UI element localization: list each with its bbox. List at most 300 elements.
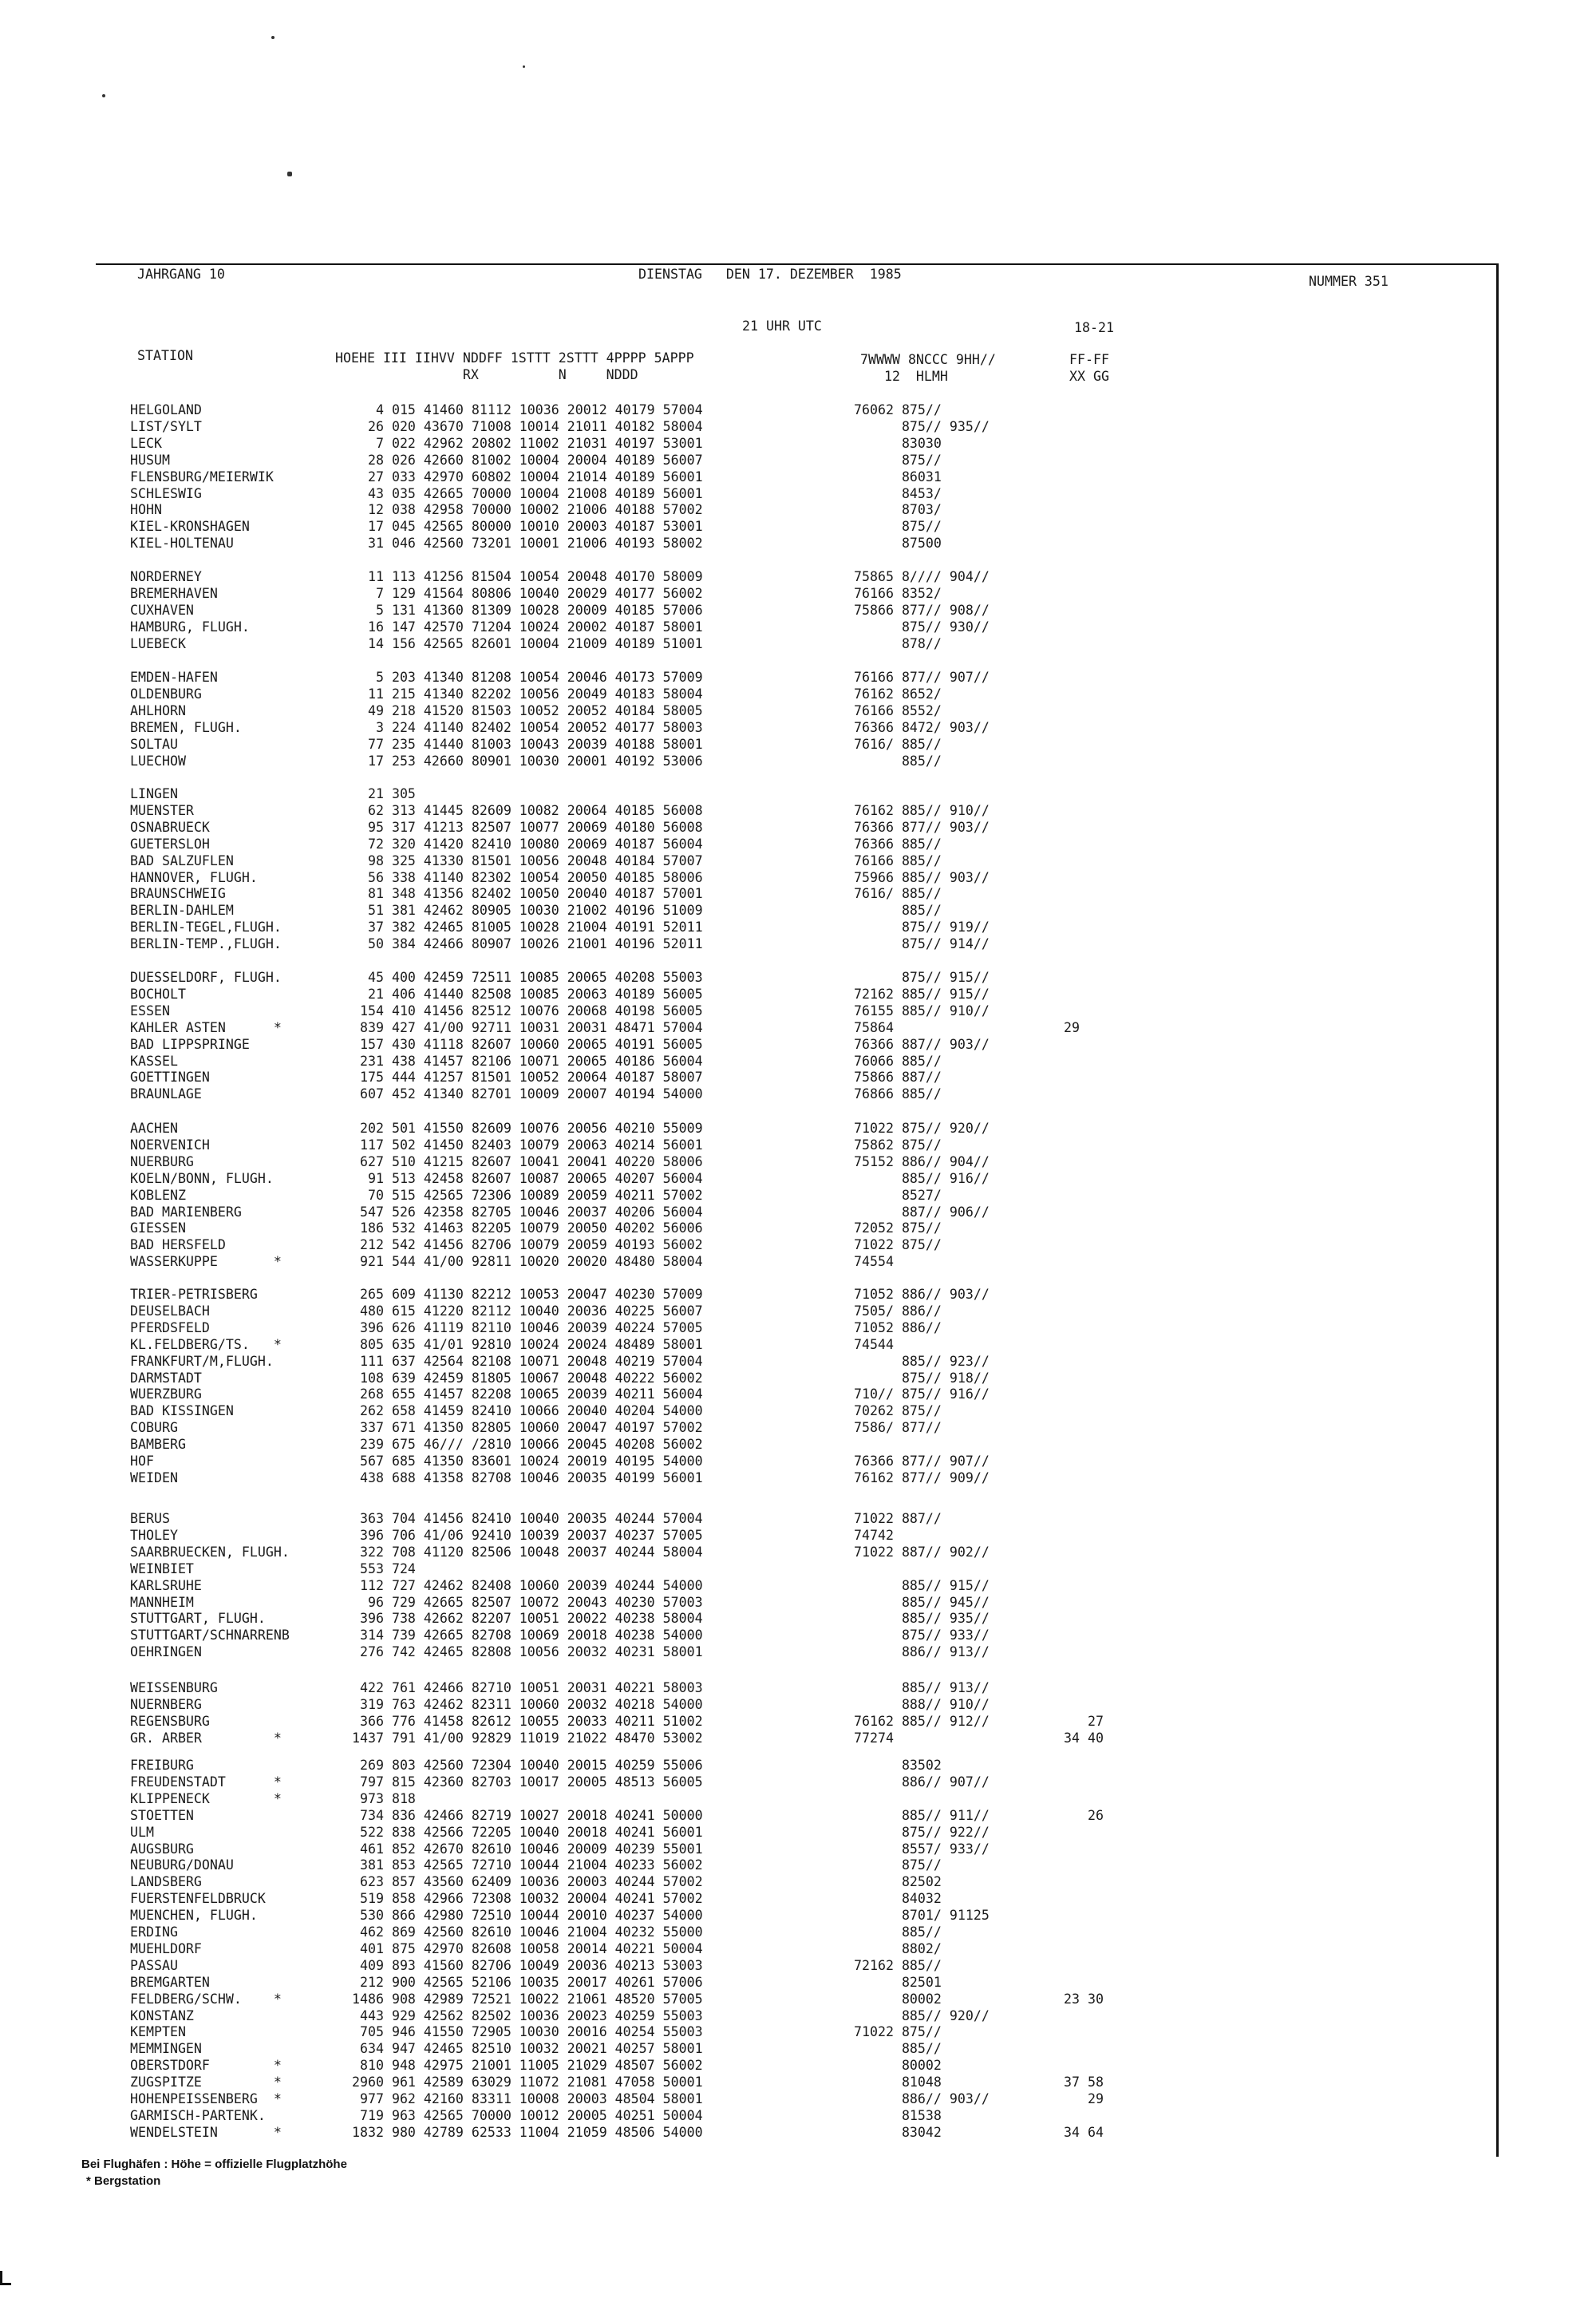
scan-speck: [287, 172, 292, 176]
station-name: BAD HERSFELD: [130, 1237, 226, 1253]
ff-header-2: XX GG: [1069, 369, 1109, 384]
station-codes: 438 688 41358 82708 10046 20035 40199 56001: [352, 1469, 703, 1485]
station-name: BERLIN-DAHLEM: [130, 903, 234, 919]
codes-header-1: HOEHE III IIHVV NDDFF 1STTT 2STTT 4PPPP 5APPP: [335, 350, 694, 366]
scan-speck: [523, 65, 525, 68]
station-extra-groups: 71022 887//: [854, 1511, 942, 1526]
station-extra-groups: 76166 885//: [854, 852, 942, 868]
station-codes: 977 962 42160 83311 10008 20003 48504 58001: [352, 2091, 703, 2106]
station-extra-groups: 885// 923//: [854, 1353, 990, 1369]
station-name: OEHRINGEN: [130, 1644, 202, 1660]
station-name: DARMSTADT: [130, 1370, 202, 1386]
station-name: GIESSEN: [130, 1220, 186, 1236]
station-extra-groups: 875// 915//: [854, 970, 990, 985]
station-name: HOF: [130, 1454, 154, 1469]
station-codes: 634 947 42465 82510 10032 20021 40257 58001: [352, 2041, 703, 2057]
station-extra-groups: 70262 875//: [854, 1403, 942, 1419]
station-codes: 7 022 42962 20802 11002 21031 40197 53001: [352, 435, 703, 451]
station-codes: 202 501 41550 82609 10076 20056 40210 55009: [352, 1121, 703, 1136]
station-name: SAARBRUECKEN, FLUGH.: [130, 1544, 290, 1560]
station-name: MEMMINGEN: [130, 2041, 202, 2057]
station-codes: 11 215 41340 82202 10056 20049 40183 58004: [352, 686, 703, 702]
station-name: FLENSBURG/MEIERWIK: [130, 469, 274, 485]
station-name: DUESSELDORF, FLUGH.: [130, 970, 282, 985]
station-extra-groups: 75966 885// 903//: [854, 869, 990, 885]
station-extra-groups: 8802/: [854, 1940, 942, 1956]
station-name: BERLIN-TEMP.,FLUGH.: [130, 936, 282, 952]
station-extra-groups: 885//: [854, 1924, 942, 1940]
station-extra-groups: 74742: [854, 1527, 894, 1543]
station-codes: 269 803 42560 72304 10040 20015 40259 55006: [352, 1758, 703, 1773]
station-codes: 51 381 42462 80905 10030 21002 40196 51009: [352, 903, 703, 919]
station-codes: 921 544 41/00 92811 10020 20020 48480 58004: [352, 1254, 703, 1270]
station-name: BREMERHAVEN: [130, 585, 218, 601]
station-ff-groups: 27: [1064, 1713, 1104, 1729]
extra-header-1: 7WWWW 8NCCC 9HH//: [860, 352, 996, 367]
station-extra-groups: 76162 885// 912//: [854, 1713, 990, 1729]
station-codes: 262 658 41459 82410 10066 20040 40204 54000: [352, 1403, 703, 1419]
station-codes: 14 156 42565 82601 10004 21009 40189 51001: [352, 635, 703, 651]
station-codes: 409 893 41560 82706 10049 20036 40213 53003: [352, 1957, 703, 1973]
station-extra-groups: 76166 8552/: [854, 702, 942, 718]
station-name: BERUS: [130, 1511, 170, 1526]
jahrgang-label: JAHRGANG 10: [137, 267, 225, 282]
station-extra-groups: 71022 887// 902//: [854, 1544, 990, 1560]
station-extra-groups: 75864: [854, 1019, 894, 1035]
station-codes: 212 542 41456 82706 10079 20059 40193 56002: [352, 1237, 703, 1253]
station-codes: 239 675 46/// /2810 10066 20045 40208 56002: [352, 1437, 703, 1453]
station-name: TRIER-PETRISBERG: [130, 1287, 258, 1302]
station-codes: 186 532 41463 82205 10079 20050 40202 56006: [352, 1220, 703, 1236]
station-name: HAMBURG, FLUGH.: [130, 619, 250, 635]
station-extra-groups: 7505/ 886//: [854, 1303, 942, 1319]
station-codes: 108 639 42459 81805 10067 20048 40222 56002: [352, 1370, 703, 1386]
station-codes: 91 513 42458 82607 10087 20065 40207 56004: [352, 1170, 703, 1186]
ff-header-1: FF-FF: [1069, 352, 1109, 367]
station-ff-groups: 26: [1064, 1807, 1104, 1823]
station-extra-groups: 76162 8652/: [854, 686, 942, 702]
station-extra-groups: 86031: [854, 469, 942, 485]
station-extra-groups: 72162 885//: [854, 1957, 942, 1973]
station-extra-groups: 885// 920//: [854, 2007, 990, 2023]
station-codes: 5 131 41360 81309 10028 20009 40185 57006: [352, 602, 703, 618]
station-extra-groups: 76162 885// 910//: [854, 802, 990, 818]
station-name: MUENSTER: [130, 802, 194, 818]
station-codes: 43 035 42665 70000 10004 21008 40189 56001: [352, 485, 703, 501]
station-extra-groups: 885//: [854, 2041, 942, 2057]
station-name: BERLIN-TEGEL,FLUGH.: [130, 920, 282, 935]
station-name: WEIDEN: [130, 1469, 178, 1485]
station-codes: 21 305: [352, 786, 416, 801]
observation-time: 21 UHR UTC: [742, 318, 822, 334]
station-extra-groups: 885//: [854, 903, 942, 919]
station-name: HELGOLAND: [130, 402, 202, 417]
station-name: PASSAU: [130, 1957, 178, 1973]
station-name: HUSUM: [130, 452, 170, 468]
station-extra-groups: 875// 933//: [854, 1628, 990, 1643]
station-name: KONSTANZ: [130, 2007, 194, 2023]
station-name: WEINBIET: [130, 1560, 194, 1576]
station-name: MUEHLDORF: [130, 1940, 202, 1956]
station-name: KIEL-KRONSHAGEN: [130, 519, 250, 535]
station-extra-groups: 885// 915//: [854, 1577, 990, 1593]
station-codes: 77 235 41440 81003 10043 20039 40188 58001: [352, 736, 703, 752]
station-extra-groups: 875// 922//: [854, 1824, 990, 1840]
station-name: NUERBURG: [130, 1153, 194, 1169]
footnote-airport-height: Bei Flughäfen : Höhe = offizielle Flugplatzhöhe: [81, 2158, 347, 2171]
station-extra-groups: 885// 916//: [854, 1170, 990, 1186]
station-name: EMDEN-HAFEN: [130, 670, 218, 685]
station-extra-groups: 71022 875//: [854, 1237, 942, 1253]
station-codes: 17 045 42565 80000 10010 20003 40187 53001: [352, 519, 703, 535]
station-extra-groups: 72052 875//: [854, 1220, 942, 1236]
station-codes: 5 203 41340 81208 10054 20046 40173 57009: [352, 670, 703, 685]
station-name: KASSEL: [130, 1053, 178, 1069]
station-extra-groups: 76366 887// 903//: [854, 1036, 990, 1052]
station-codes: 175 444 41257 81501 10052 20064 40187 58007: [352, 1070, 703, 1086]
station-name: HOHENPEISSENBERG *: [130, 2091, 282, 2106]
station-codes: 12 038 42958 70000 10002 21006 40188 57002: [352, 502, 703, 518]
scan-corner-mark: [0, 2271, 2, 2285]
station-extra-groups: 83502: [854, 1758, 942, 1773]
issue-number: NUMMER 351: [1309, 274, 1389, 289]
station-ff-groups: 34 64: [1064, 2124, 1104, 2140]
station-extra-groups: 875// 935//: [854, 418, 990, 434]
station-name: ULM: [130, 1824, 154, 1840]
station-codes: 28 026 42660 81002 10004 20004 40189 56007: [352, 452, 703, 468]
station-extra-groups: 875// 930//: [854, 619, 990, 635]
station-codes: 567 685 41350 83601 10024 20019 40195 54000: [352, 1454, 703, 1469]
station-name: FELDBERG/SCHW. *: [130, 1991, 282, 2007]
station-codes: 11 113 41256 81504 10054 20048 40170 58009: [352, 569, 703, 584]
station-codes: 37 382 42465 81005 10028 21004 40191 52011: [352, 920, 703, 935]
station-codes: 322 708 41120 82506 10048 20037 40244 58004: [352, 1544, 703, 1560]
station-extra-groups: 80002: [854, 1991, 942, 2007]
station-extra-groups: 887// 906//: [854, 1204, 990, 1220]
station-extra-groups: 885// 913//: [854, 1680, 990, 1695]
station-header: STATION: [137, 348, 193, 363]
station-extra-groups: 87500: [854, 536, 942, 552]
extra-header-2: 12 HLMH: [860, 369, 948, 384]
station-extra-groups: 76366 885//: [854, 836, 942, 852]
station-codes: 3 224 41140 82402 10054 20052 40177 58003: [352, 719, 703, 735]
station-ff-groups: 23 30: [1064, 1991, 1104, 2007]
station-extra-groups: 8557/ 933//: [854, 1841, 990, 1857]
station-extra-groups: 7616/ 885//: [854, 736, 942, 752]
station-codes: 805 635 41/01 92810 10024 20024 48489 58001: [352, 1336, 703, 1352]
station-ff-groups: 29: [1064, 1019, 1080, 1035]
station-codes: 522 838 42566 72205 10040 20018 40241 56001: [352, 1824, 703, 1840]
station-extra-groups: 71022 875// 920//: [854, 1121, 990, 1136]
station-name: BRAUNSCHWEIG: [130, 886, 226, 902]
station-name: FRANKFURT/M,FLUGH.: [130, 1353, 274, 1369]
station-codes: 96 729 42665 82507 10072 20043 40230 57003: [352, 1594, 703, 1610]
station-codes: 319 763 42462 82311 10060 20032 40218 54000: [352, 1696, 703, 1712]
station-extra-groups: 885//: [854, 753, 942, 769]
station-ff-groups: 37 58: [1064, 2075, 1104, 2090]
station-extra-groups: 81538: [854, 2107, 942, 2123]
station-codes: 363 704 41456 82410 10040 20035 40244 57004: [352, 1511, 703, 1526]
station-codes: 7 129 41564 80806 10040 20029 40177 56002: [352, 585, 703, 601]
station-codes: 17 253 42660 80901 10030 20001 40192 53006: [352, 753, 703, 769]
station-codes: 337 671 41350 82805 10060 20047 40197 57002: [352, 1420, 703, 1436]
station-codes: 112 727 42462 82408 10060 20039 40244 54000: [352, 1577, 703, 1593]
station-name: KOELN/BONN, FLUGH.: [130, 1170, 274, 1186]
station-name: OBERSTDORF *: [130, 2058, 282, 2074]
station-codes: 422 761 42466 82710 10051 20031 40221 58003: [352, 1680, 703, 1695]
station-codes: 231 438 41457 82106 10071 20065 40186 56004: [352, 1053, 703, 1069]
station-name: STUTTGART/SCHNARRENB: [130, 1628, 290, 1643]
station-name: BRAUNLAGE: [130, 1086, 202, 1102]
station-codes: 111 637 42564 82108 10071 20048 40219 57004: [352, 1353, 703, 1369]
station-codes: 396 626 41119 82110 10046 20039 40224 57005: [352, 1319, 703, 1335]
station-extra-groups: 875// 919//: [854, 920, 990, 935]
station-codes: 314 739 42665 82708 10069 20018 40238 54000: [352, 1628, 703, 1643]
station-codes: 553 724: [352, 1560, 416, 1576]
station-extra-groups: 76366 877// 903//: [854, 819, 990, 835]
station-codes: 480 615 41220 82112 10040 20036 40225 56007: [352, 1303, 703, 1319]
station-codes: 265 609 41130 82212 10053 20047 40230 57009: [352, 1287, 703, 1302]
station-extra-groups: 8527/: [854, 1187, 942, 1203]
station-codes: 268 655 41457 82208 10065 20039 40211 56004: [352, 1386, 703, 1402]
station-name: ZUGSPITZE *: [130, 2075, 282, 2090]
station-codes: 1832 980 42789 62533 11004 21059 48506 54000: [352, 2124, 703, 2140]
station-codes: 1437 791 41/00 92829 11019 21022 48470 53002: [352, 1730, 703, 1746]
station-name: LINGEN: [130, 786, 178, 801]
station-extra-groups: 81048: [854, 2075, 942, 2090]
station-name: AACHEN: [130, 1121, 178, 1136]
station-name: REGENSBURG: [130, 1713, 210, 1729]
station-codes: 117 502 41450 82403 10079 20063 40214 56001: [352, 1137, 703, 1153]
station-extra-groups: 75866 887//: [854, 1070, 942, 1086]
station-name: WUERZBURG: [130, 1386, 202, 1402]
scan-speck: [102, 94, 105, 97]
station-codes: 705 946 41550 72905 10030 20016 40254 55003: [352, 2024, 703, 2040]
station-name: KL.FELDBERG/TS. *: [130, 1336, 282, 1352]
station-ff-groups: 34 40: [1064, 1730, 1104, 1746]
station-extra-groups: 875// 914//: [854, 936, 990, 952]
station-name: THOLEY: [130, 1527, 178, 1543]
station-codes: 623 857 43560 62409 10036 20003 40244 57002: [352, 1874, 703, 1890]
station-codes: 157 430 41118 82607 10060 20065 40191 56005: [352, 1036, 703, 1052]
station-codes: 1486 908 42989 72521 10022 21061 48520 57005: [352, 1991, 703, 2007]
codes-header-2: RX N NDDD: [335, 367, 638, 382]
station-name: AHLHORN: [130, 702, 186, 718]
station-extra-groups: 72162 885// 915//: [854, 986, 990, 1002]
station-extra-groups: 885// 911//: [854, 1807, 990, 1823]
station-extra-groups: 82501: [854, 1974, 942, 1990]
station-name: SOLTAU: [130, 736, 178, 752]
station-name: AUGSBURG: [130, 1841, 194, 1857]
station-extra-groups: 886// 907//: [854, 1774, 990, 1790]
station-name: GOETTINGEN: [130, 1070, 210, 1086]
station-name: GR. ARBER *: [130, 1730, 282, 1746]
station-name: LUECHOW: [130, 753, 186, 769]
station-codes: 56 338 41140 82302 10054 20050 40185 58006: [352, 869, 703, 885]
station-codes: 72 320 41420 82410 10080 20069 40187 56004: [352, 836, 703, 852]
page-frame: [96, 263, 1499, 2157]
station-extra-groups: 8701/ 91125: [854, 1908, 990, 1924]
station-name: NEUBURG/DONAU: [130, 1857, 234, 1873]
station-extra-groups: 83042: [854, 2124, 942, 2140]
station-extra-groups: 7586/ 877//: [854, 1420, 942, 1436]
station-codes: 401 875 42970 82608 10058 20014 40221 50004: [352, 1940, 703, 1956]
station-codes: 366 776 41458 82612 10055 20033 40211 51002: [352, 1713, 703, 1729]
station-extra-groups: 74554: [854, 1254, 894, 1270]
station-name: STUTTGART, FLUGH.: [130, 1611, 266, 1627]
station-codes: 530 866 42980 72510 10044 20010 40237 54000: [352, 1908, 703, 1924]
station-name: BOCHOLT: [130, 986, 186, 1002]
station-extra-groups: 74544: [854, 1336, 894, 1352]
station-name: HANNOVER, FLUGH.: [130, 869, 258, 885]
station-name: KOBLENZ: [130, 1187, 186, 1203]
station-extra-groups: 885// 935//: [854, 1611, 990, 1627]
station-extra-groups: 875//: [854, 452, 942, 468]
station-codes: 2960 961 42589 63029 11072 21081 47058 50001: [352, 2075, 703, 2090]
station-codes: 45 400 42459 72511 10085 20065 40208 55003: [352, 970, 703, 985]
station-codes: 462 869 42560 82610 10046 21004 40232 55000: [352, 1924, 703, 1940]
station-name: WASSERKUPPE *: [130, 1254, 282, 1270]
station-extra-groups: 76066 885//: [854, 1053, 942, 1069]
station-extra-groups: 8453/: [854, 485, 942, 501]
station-extra-groups: 76366 877// 907//: [854, 1454, 990, 1469]
station-extra-groups: 80002: [854, 2058, 942, 2074]
station-codes: 62 313 41445 82609 10082 20064 40185 56008: [352, 802, 703, 818]
time-range: 18-21: [1074, 320, 1114, 335]
station-extra-groups: 76062 875//: [854, 402, 942, 417]
station-extra-groups: 76162 877// 909//: [854, 1469, 990, 1485]
station-extra-groups: 76366 8472/ 903//: [854, 719, 990, 735]
station-codes: 98 325 41330 81501 10056 20048 40184 57007: [352, 852, 703, 868]
station-name: NORDERNEY: [130, 569, 202, 584]
station-extra-groups: 710// 875// 916//: [854, 1386, 990, 1402]
station-extra-groups: 76866 885//: [854, 1086, 942, 1102]
station-codes: 381 853 42565 72710 10044 21004 40233 56002: [352, 1857, 703, 1873]
station-codes: 49 218 41520 81503 10052 20052 40184 58005: [352, 702, 703, 718]
station-extra-groups: 71052 886// 903//: [854, 1287, 990, 1302]
station-name: BAD LIPPSPRINGE: [130, 1036, 250, 1052]
station-codes: 396 738 42662 82207 10051 20022 40238 58004: [352, 1611, 703, 1627]
station-codes: 21 406 41440 82508 10085 20063 40189 56005: [352, 986, 703, 1002]
station-codes: 443 929 42562 82502 10036 20023 40259 55003: [352, 2007, 703, 2023]
station-codes: 50 384 42466 80907 10026 21001 40196 52011: [352, 936, 703, 952]
station-codes: 396 706 41/06 92410 10039 20037 40237 57005: [352, 1527, 703, 1543]
station-extra-groups: 888// 910//: [854, 1696, 990, 1712]
station-name: BAMBERG: [130, 1437, 186, 1453]
station-name: CUXHAVEN: [130, 602, 194, 618]
station-codes: 627 510 41215 82607 10041 20041 40220 58006: [352, 1153, 703, 1169]
station-name: OSNABRUECK: [130, 819, 210, 835]
station-name: LECK: [130, 435, 162, 451]
station-codes: 461 852 42670 82610 10046 20009 40239 55001: [352, 1841, 703, 1857]
station-name: KAHLER ASTEN *: [130, 1019, 282, 1035]
station-name: BAD MARIENBERG: [130, 1204, 242, 1220]
station-codes: 797 815 42360 82703 10017 20005 48513 56005: [352, 1774, 703, 1790]
station-codes: 212 900 42565 52106 10035 20017 40261 57006: [352, 1974, 703, 1990]
station-codes: 607 452 41340 82701 10009 20007 40194 54000: [352, 1086, 703, 1102]
station-name: FREIBURG: [130, 1758, 194, 1773]
station-extra-groups: 875//: [854, 1857, 942, 1873]
station-name: NOERVENICH: [130, 1137, 210, 1153]
scan-speck: [271, 36, 275, 39]
station-name: LIST/SYLT: [130, 418, 202, 434]
station-name: MANNHEIM: [130, 1594, 194, 1610]
station-codes: 154 410 41456 82512 10076 20068 40198 56005: [352, 1003, 703, 1018]
station-extra-groups: 75152 886// 904//: [854, 1153, 990, 1169]
station-name: KLIPPENECK *: [130, 1790, 282, 1806]
station-name: GUETERSLOH: [130, 836, 210, 852]
station-ff-groups: 29: [1064, 2091, 1104, 2106]
station-extra-groups: 75865 8//// 904//: [854, 569, 990, 584]
station-name: KEMPTEN: [130, 2024, 186, 2040]
station-name: OLDENBURG: [130, 686, 202, 702]
station-name: LANDSBERG: [130, 1874, 202, 1890]
station-name: KARLSRUHE: [130, 1577, 202, 1593]
station-extra-groups: 71022 875//: [854, 2024, 942, 2040]
station-name: BREMEN, FLUGH.: [130, 719, 242, 735]
station-codes: 70 515 42565 72306 10089 20059 40211 57002: [352, 1187, 703, 1203]
station-name: SCHLESWIG: [130, 485, 202, 501]
station-name: COBURG: [130, 1420, 178, 1436]
station-extra-groups: 71052 886//: [854, 1319, 942, 1335]
station-extra-groups: 886// 913//: [854, 1644, 990, 1660]
station-name: HOHN: [130, 502, 162, 518]
station-name: GARMISCH-PARTENK.: [130, 2107, 266, 2123]
station-name: NUERNBERG: [130, 1696, 202, 1712]
station-codes: 95 317 41213 82507 10077 20069 40180 56008: [352, 819, 703, 835]
station-codes: 4 015 41460 81112 10036 20012 40179 57004: [352, 402, 703, 417]
station-name: ERDING: [130, 1924, 178, 1940]
station-extra-groups: 885// 945//: [854, 1594, 990, 1610]
station-extra-groups: 76166 8352/: [854, 585, 942, 601]
station-codes: 81 348 41356 82402 10050 20040 40187 57001: [352, 886, 703, 902]
station-codes: 973 818: [352, 1790, 416, 1806]
station-extra-groups: 76155 885// 910//: [854, 1003, 990, 1018]
station-codes: 26 020 43670 71008 10014 21011 40182 58004: [352, 418, 703, 434]
station-codes: 27 033 42970 60802 10004 21014 40189 56001: [352, 469, 703, 485]
station-codes: 519 858 42966 72308 10032 20004 40241 57002: [352, 1891, 703, 1907]
station-extra-groups: 82502: [854, 1874, 942, 1890]
station-codes: 734 836 42466 82719 10027 20018 40241 50000: [352, 1807, 703, 1823]
station-extra-groups: 75866 877// 908//: [854, 602, 990, 618]
station-name: FREUDENSTADT *: [130, 1774, 282, 1790]
station-codes: 719 963 42565 70000 10012 20005 40251 50004: [352, 2107, 703, 2123]
station-codes: 810 948 42975 21001 11005 21029 48507 56002: [352, 2058, 703, 2074]
station-extra-groups: 8703/: [854, 502, 942, 518]
station-extra-groups: 75862 875//: [854, 1137, 942, 1153]
station-name: BAD KISSINGEN: [130, 1403, 234, 1419]
station-name: WENDELSTEIN *: [130, 2124, 282, 2140]
station-extra-groups: 7616/ 885//: [854, 886, 942, 902]
station-name: LUEBECK: [130, 635, 186, 651]
station-name: DEUSELBACH: [130, 1303, 210, 1319]
station-codes: 547 526 42358 82705 10046 20037 40206 56004: [352, 1204, 703, 1220]
station-extra-groups: 77274: [854, 1730, 894, 1746]
station-extra-groups: 878//: [854, 635, 942, 651]
station-extra-groups: 875//: [854, 519, 942, 535]
station-name: FUERSTENFELDBRUCK: [130, 1891, 266, 1907]
station-codes: 16 147 42570 71204 10024 20002 40187 58001: [352, 619, 703, 635]
station-name: MUENCHEN, FLUGH.: [130, 1908, 258, 1924]
station-name: PFERDSFELD: [130, 1319, 210, 1335]
station-name: KIEL-HOLTENAU: [130, 536, 234, 552]
station-extra-groups: 76166 877// 907//: [854, 670, 990, 685]
station-extra-groups: 875// 918//: [854, 1370, 990, 1386]
station-extra-groups: 84032: [854, 1891, 942, 1907]
station-extra-groups: 886// 903//: [854, 2091, 990, 2106]
station-name: ESSEN: [130, 1003, 170, 1018]
station-name: BAD SALZUFLEN: [130, 852, 234, 868]
